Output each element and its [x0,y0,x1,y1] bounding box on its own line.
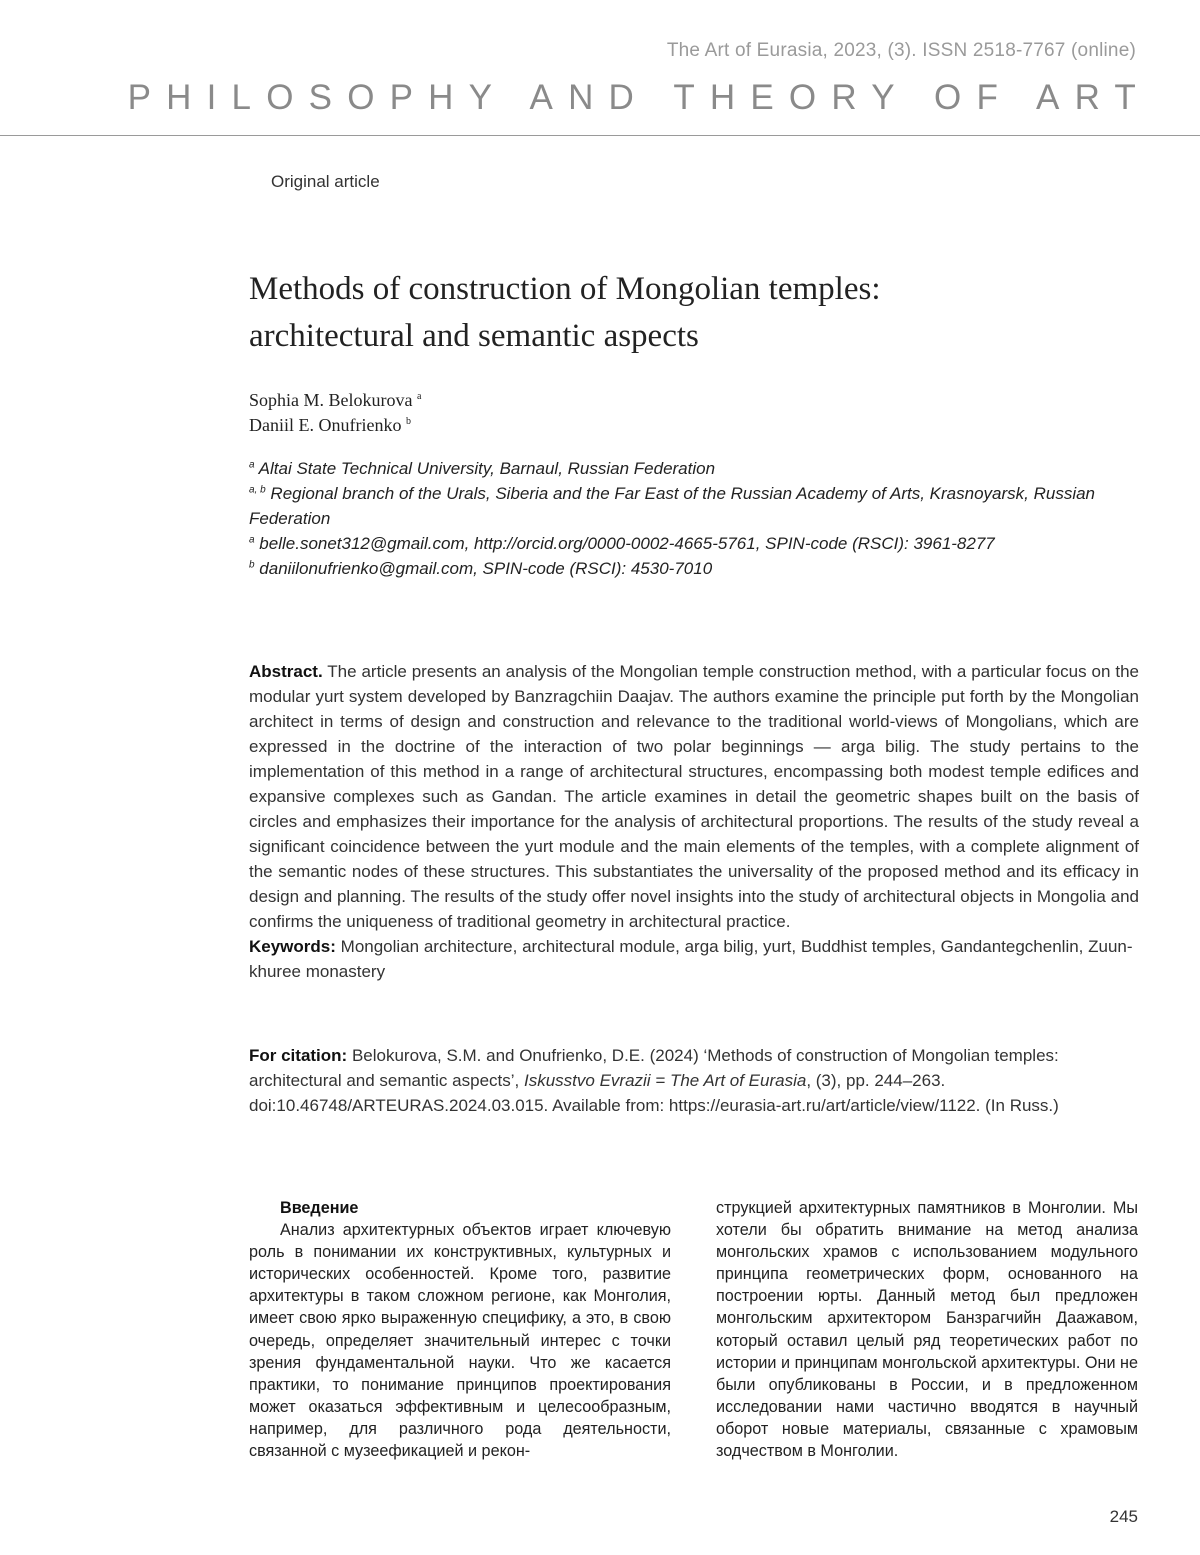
contact-text: belle.sonet312@gmail.com, http://orcid.org/0000-0002-4665-5761, SPIN-code (RSCI): 3961-8277 [259,534,995,553]
journal-info: The Art of Eurasia, 2023, (3). ISSN 2518-7767 (online) [666,40,1136,61]
page-number: 245 [1109,1507,1138,1526]
citation-text: Belokurova, S.M. and Onufrienko, D.E. (2024) ‘Methods of construction of Mongolian temples: architectural and semantic aspects’, [249,1046,1059,1090]
abstract-label: Abstract. [249,662,323,681]
author [249,388,421,413]
contact-text: daniilonufrienko@gmail.com, SPIN-code (RSCI): 4530-7010 [259,559,713,578]
citation-block [249,1043,1139,1118]
title-line-2: architectural and semantic aspects [249,318,699,354]
author-name: Daniil E. Onufrienko [249,415,402,435]
affiliation-mark: b [249,559,255,571]
affiliation-text: Regional branch of the Urals, Siberia and the Far East of the Russian Academy of Arts, Krasnoyarsk, Russian Federation [249,484,1096,528]
affiliation-text: Altai State Technical University, Barnaul, Russian Federation [258,459,716,478]
article-title [249,266,1129,360]
affiliation-mark: a [249,534,255,546]
author [249,413,421,438]
author-mark: b [405,416,411,427]
abstract-block [249,659,1139,984]
section-title: PHILOSOPHY AND THEORY OF ART [127,78,1151,117]
title-line-1: Methods of construction of Mongolian temples: [249,271,881,307]
affiliation-item [249,481,1139,531]
keywords-label: Keywords: [249,937,336,956]
keywords-text: Mongolian architecture, architectural module, arga bilig, yurt, Buddhist temples, Gandantegchenlin, Zuun-khuree monastery [249,937,1133,981]
author-name: Sophia M. Belokurova [249,390,413,410]
body-column-left [249,1197,671,1462]
affiliation-mark: a, b [249,484,266,496]
contact-item [249,556,1139,581]
citation-journal: Iskusstvo Evrazii = The Art of Eurasia [523,1071,807,1090]
body-paragraph: струкцией архитектурных памятников в Монголии. Мы хотели бы обратить внимание на метод анализа монгольских храмов с использованием модульного принципа геометрических форм, основанного на построении юрты. Данный метод был предложен монгольским архитектором Банзрагчийн Даажавом, который оставил целый ряд теоретических работ по истории и принципам монгольской архитектуры. Они не были опубликованы в России, и в предложенном исследовании нами частично вводятся в научный оборот новые материалы, связанные с храмовым зодчеством в Монголии. [716,1199,1138,1461]
affiliation-mark: a [249,459,255,471]
header-divider [0,135,1200,136]
abstract-text: The article presents an analysis of the Mongolian temple construction method, with a particular focus on the modular yurt system developed by Banzragchiin Daajav. The authors examine the principle put forth by the Mongolian architect in terms of design and construction and relevance to the traditional world-views of Mongolians, which are expressed in the doctrine of the interaction of two polar beginnings — arga bilig. The study pertains to the implementation of this method in a range of architectural structures, encompassing both modest temple edifices and expansive complexes such as Gandan. The article examines in detail the geometric shapes built on the basis of circles and emphasizes their importance for the analysis of architectural proportions. The results of the study reveal a significant coincidence between the yurt module and the main elements of the temples, with a complete alignment of the semantic nodes of these structures. This substantiates the universality of the proposed method and its efficacy in design and planning. The results of the study offer novel insights into the study of architectural objects in Mongolia and confirms the uniqueness of traditional geometry in architectural practice. [249,662,1139,931]
citation-label: For citation: [249,1046,348,1065]
author-list [249,388,421,438]
citation-text-end: , (3), pp. 244–263. doi:10.46748/ARTEURAS.2024.03.015. Available from: https://eurasia-art.ru/art/article/view/1122. (In Russ.) [249,1071,1059,1115]
author-mark: a [417,391,422,402]
body-paragraph: Анализ архитектурных объектов играет ключевую роль в понимании их конструктивных, культурных и исторических особенностей. Кроме того, развитие архитектуры в таком сложном регионе, как Монголия, имеет свою ярко выраженную специфику, а это, в свою очередь, определяет значительный интерес с точки зрения фундаментальной науки. Что же касается практики, то понимание принципов проектирования может оказаться эффективным и целесообразным, например, для различного рода деятельности, связанной с музеефикацией и рекон- [249,1221,671,1461]
abstract [249,659,1139,934]
keywords [249,934,1139,984]
affiliations [249,456,1139,581]
contact-item [249,531,1139,556]
article-type-label: Original article [271,172,380,191]
affiliation-item [249,456,1139,481]
body-column-right [716,1197,1138,1462]
section-heading: Введение [280,1199,359,1217]
